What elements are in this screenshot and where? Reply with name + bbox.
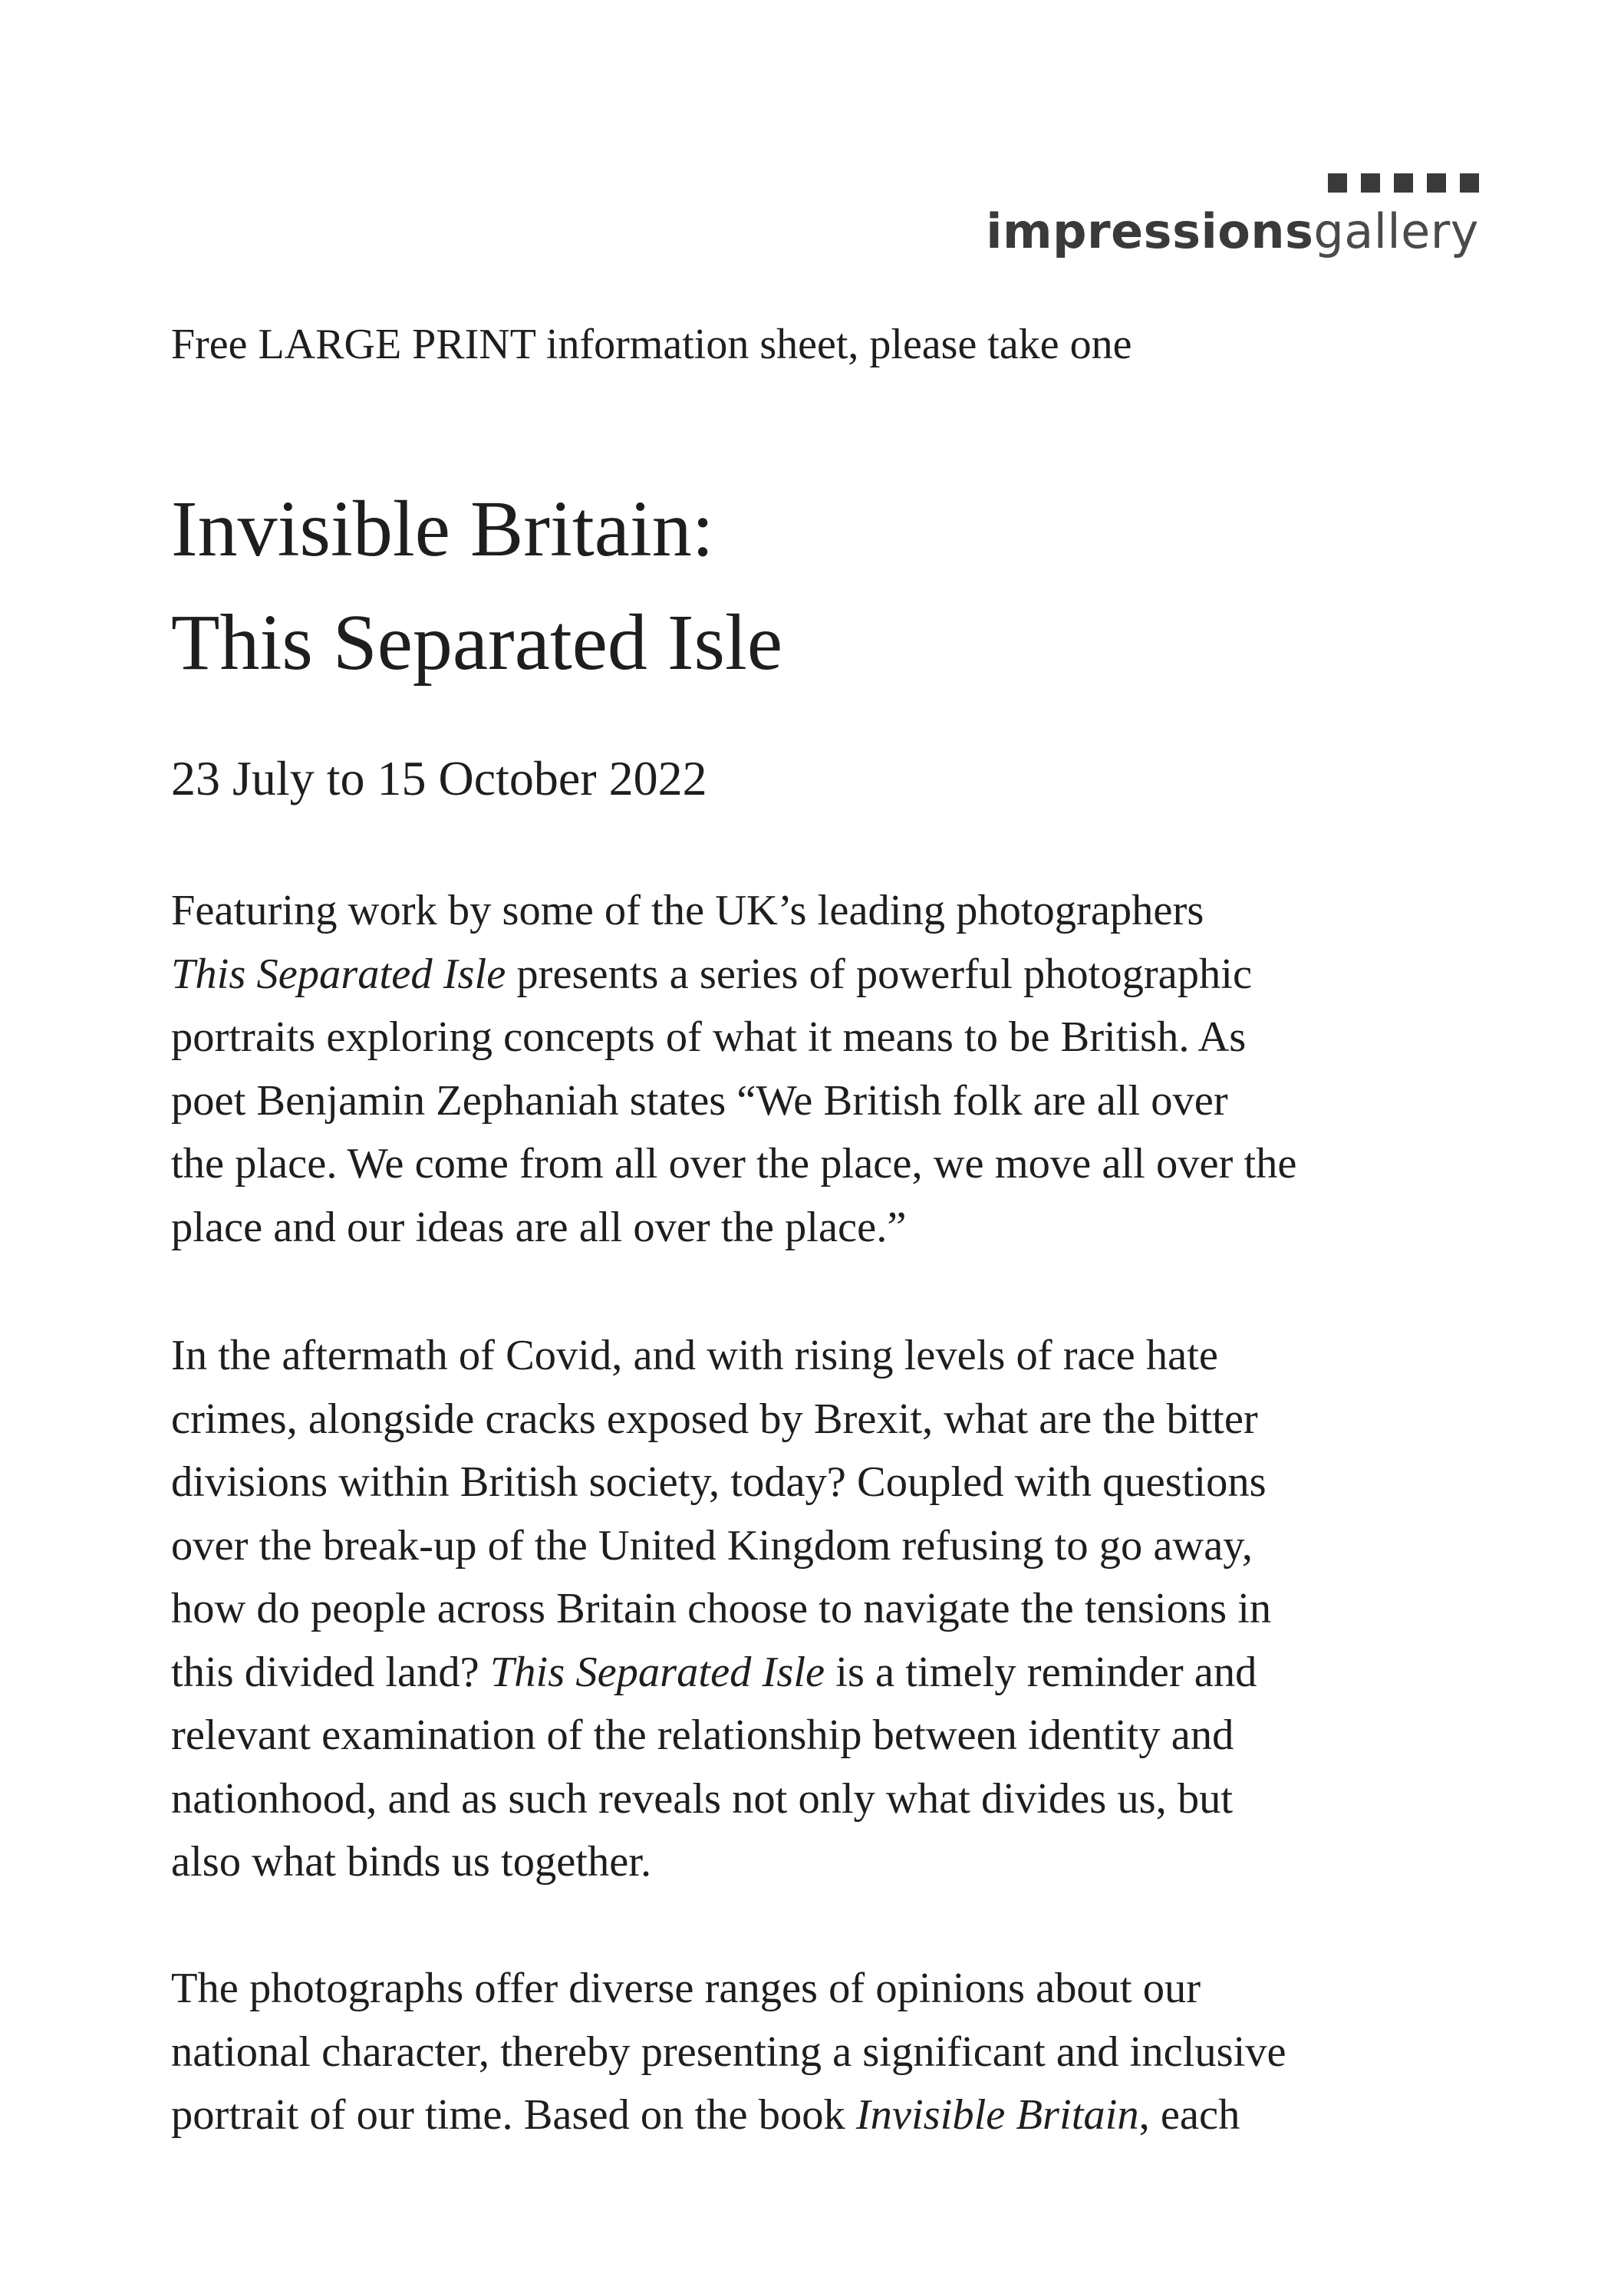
large-print-notice: Free LARGE PRINT information sheet, please take one <box>171 321 1132 368</box>
title-line-2: This Separated Isle <box>171 598 783 687</box>
text-line <box>171 1641 1271 1705</box>
text-line: national character, thereby presenting a significant and inclusive <box>171 2028 1286 2076</box>
text-segment: this divided land? <box>171 1648 490 1696</box>
text-segment: portrait of our time. Based on the book <box>171 2091 856 2139</box>
logo-square <box>1427 173 1446 193</box>
text-line <box>171 943 1296 1006</box>
text-segment: presents a series of powerful photographic <box>506 950 1253 998</box>
exhibition-dates: 23 July to 15 October 2022 <box>171 751 707 805</box>
text-line: crimes, alongside cracks exposed by Brexit, what are the bitter <box>171 1395 1258 1443</box>
paragraph-context <box>171 1324 1271 1894</box>
logo-light-text: gallery <box>1313 203 1479 259</box>
logo-squares-icon <box>1328 173 1479 193</box>
paragraph-photographs <box>171 1957 1286 2147</box>
text-line: In the aftermath of Covid, and with rising levels of race hate <box>171 1332 1218 1379</box>
italic-title: This Separated Isle <box>171 950 506 998</box>
logo-square <box>1460 173 1479 193</box>
logo-square <box>1361 173 1380 193</box>
text-line <box>171 2084 1286 2147</box>
text-line: nationhood, and as such reveals not only what divides us, but <box>171 1774 1234 1823</box>
paragraph-intro <box>171 879 1296 1259</box>
logo-square <box>1328 173 1347 193</box>
text-line: divisions within British society, today? Coupled with questions <box>171 1458 1267 1506</box>
text-line: over the break-up of the United Kingdom refusing to go away, <box>171 1521 1253 1570</box>
text-line: place and our ideas are all over the place.” <box>171 1203 907 1251</box>
text-line: poet Benjamin Zephaniah states “We British folk are all over <box>171 1076 1228 1125</box>
logo-bold-text: impressions <box>986 203 1314 259</box>
text-line: The photographs offer diverse ranges of opinions about our <box>171 1965 1201 2012</box>
logo-wordmark <box>986 201 1479 262</box>
text-line: also what binds us together. <box>171 1838 652 1886</box>
text-line: Featuring work by some of the UK’s leading photographers <box>171 887 1204 934</box>
text-line: relevant examination of the relationship between identity and <box>171 1711 1234 1759</box>
impressions-gallery-logo <box>988 173 1479 265</box>
logo-square <box>1394 173 1413 193</box>
text-line: how do people across Britain choose to navigate the tensions in <box>171 1585 1272 1632</box>
text-segment: is a timely reminder and <box>825 1648 1257 1696</box>
text-line: the place. We come from all over the place, we move all over the <box>171 1140 1297 1188</box>
text-line: portraits exploring concepts of what it means to be British. As <box>171 1013 1247 1061</box>
italic-book-title: Invisible Britain <box>855 2091 1139 2139</box>
title-line-1: Invisible Britain: <box>171 485 714 573</box>
italic-title: This Separated Isle <box>489 1648 825 1696</box>
text-segment: , each <box>1138 2091 1240 2139</box>
page-title <box>171 473 782 700</box>
